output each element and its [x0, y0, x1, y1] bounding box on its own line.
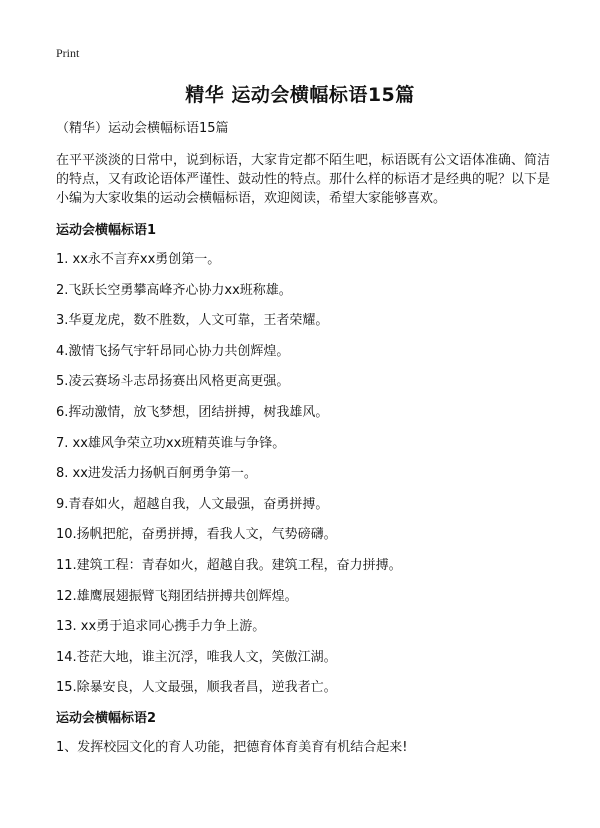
list-item: 2.飞跃长空勇攀高峰齐心协力xx班称雄。	[56, 282, 292, 298]
section-heading: 运动会横幅标语2	[56, 710, 157, 726]
document-subtitle: （精华）运动会横幅标语15篇	[56, 121, 229, 136]
list-item: 6.挥动激情，放飞梦想，团结拼搏，树我雄风。	[56, 405, 329, 421]
page-title: 精华 运动会横幅标语15篇	[185, 84, 415, 106]
list-item: 15.除暴安良，人文最强，顺我者昌，逆我者亡。	[56, 680, 337, 696]
section-slogans-2	[56, 709, 556, 758]
list-item: 13. xx勇于追求同心携手力争上游。	[56, 619, 266, 635]
list-item: 5.凌云赛场斗志昂扬赛出风格更高更强。	[56, 374, 290, 390]
list-item: 7. xx雄风争荣立功xx班精英谁与争锋。	[56, 435, 286, 451]
list-item: 12.雄鹰展翅振臂飞翔团结拼搏共创辉煌。	[56, 588, 298, 604]
list-item: 3.华夏龙虎，数不胜数，人文可靠，王者荣耀。	[56, 313, 329, 329]
list-item: 8. xx进发活力扬帆百舸勇争第一。	[56, 466, 257, 482]
section-slogans-1	[56, 221, 556, 698]
list-item: 9.青春如火，超越自我，人文最强，奋勇拼搏。	[56, 496, 329, 512]
section-heading: 运动会横幅标语1	[56, 222, 157, 238]
slogan-list	[56, 738, 556, 758]
intro-paragraph: 在平平淡淡的日常中，说到标语，大家肯定都不陌生吧，标语既有公文语体准确、简洁的特点，又有政论语体严谨性、鼓动性的特点。那什么样的标语才是经典的呢？以下是小编为大家收集的运动会横幅标语，欢迎阅读，希望大家能够喜欢。	[56, 152, 551, 207]
list-item: 1、发挥校园文化的育人功能，把德育体育美育有机结合起来!	[56, 740, 408, 756]
list-item: 14.苍茫大地，谁主沉浮，唯我人文，笑傲江湖。	[56, 649, 337, 665]
list-item: 1. xx永不言弃xx勇创第一。	[56, 252, 221, 268]
slogan-list	[56, 250, 556, 698]
document-body	[56, 120, 556, 769]
list-item: 10.扬帆把舵，奋勇拼搏，看我人文，气势磅礴。	[56, 527, 337, 543]
print-link[interactable]: Print	[56, 46, 80, 60]
list-item: 11.建筑工程：青春如火，超越自我。建筑工程，奋力拼搏。	[56, 557, 402, 573]
list-item: 4.激情飞扬气宇轩昂同心协力共创辉煌。	[56, 343, 290, 359]
